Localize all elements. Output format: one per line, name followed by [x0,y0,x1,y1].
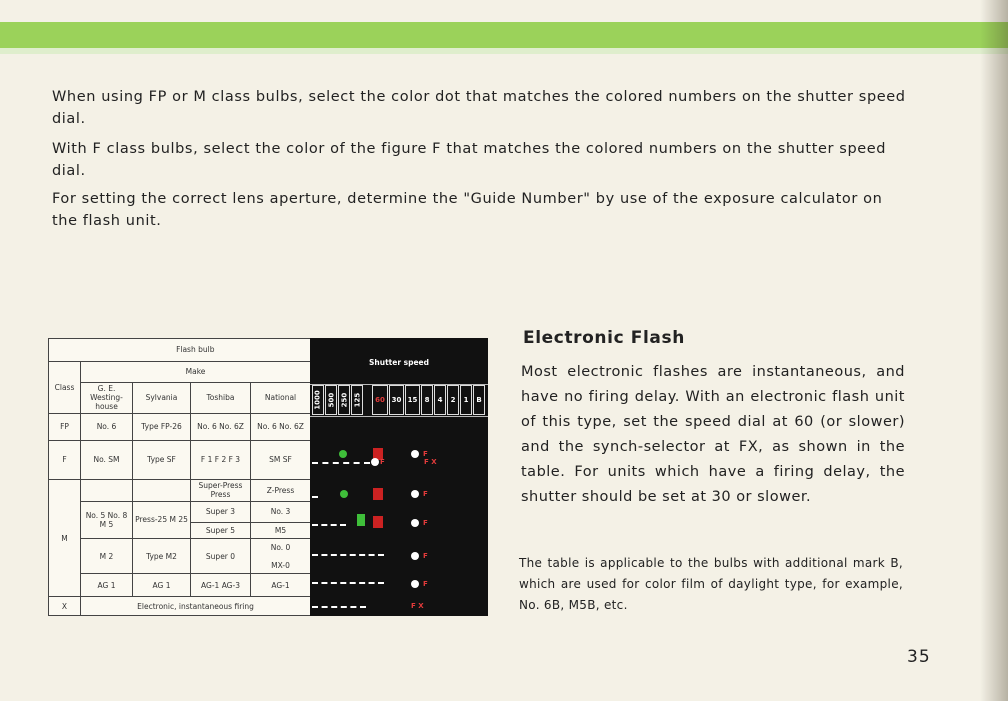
f-mark: F [423,450,428,458]
ge-cell: AG 1 [81,574,133,597]
dash-line [312,462,370,466]
divider [310,416,488,417]
top-color-band [0,22,1008,48]
national-cell: SM SF [251,440,311,479]
ge-cell: No. SM [81,440,133,479]
class-cell: X [49,597,81,616]
shutter-speed-title: Shutter speed [368,358,430,367]
table-row-f [49,440,311,479]
national-cell [251,539,311,574]
toshiba-cell: AG-1 AG-3 [191,574,251,597]
ge-cell: No. 5 No. 8 M 5 [81,501,133,538]
national-cell: AG-1 [251,574,311,597]
sylvania-cell [133,480,191,502]
flash-bulb-table [48,338,488,616]
fx-mark: F X [424,458,437,466]
sylvania-cell: Type FP-26 [133,413,191,440]
dash-line [312,554,384,558]
speed-label: 30 [391,396,402,404]
national-text: No. 0 [270,542,291,552]
speed-1000 [312,385,324,415]
brand-sylvania: Sylvania [133,382,191,413]
shutter-speed-panel [310,338,488,616]
speed-1 [460,385,472,415]
electronic-flash-heading: Electronic Flash [523,328,685,348]
table-row-m2 [49,501,311,522]
green-marker-icon [357,514,365,526]
toshiba-cell: Super-Press Press [191,480,251,502]
brand-national: National [251,382,311,413]
paragraph-fp-m-bulbs: When using FP or M class bulbs, select the color dot that matches the colored numbers on the shutter speed dial. [52,89,906,127]
speed-15 [405,385,420,415]
flash-bulb-header: Flash bulb [81,339,311,362]
speed-8 [421,385,433,415]
f-mark: F [423,552,428,560]
national-text: MX-0 [271,560,290,570]
speed-label: 2 [450,396,456,404]
white-dot-icon [411,490,419,498]
speed-label: 4 [437,396,443,404]
speed-b [473,385,485,415]
speed-label: 60 [375,396,385,404]
national-cell: Z-Press [251,480,311,502]
dash-line [312,606,366,610]
sylvania-cell: Type M2 [133,539,191,574]
class-cell: F [49,440,81,479]
f-mark: F [423,519,428,527]
green-dot-icon [340,490,348,498]
speed-label: B [476,396,482,404]
fx-mark: F X [411,602,424,610]
speed-label: 1 [463,396,469,404]
dash-line [312,496,318,500]
table-row-x [49,597,311,616]
f-mark: F [423,490,428,498]
speed-label: 125 [353,392,361,408]
f-mark: F [380,458,385,466]
paragraph-f-bulbs: With F class bulbs, select the color of the figure F that matches the colored numbers on the shutter speed dial. [52,141,887,179]
speed-125 [351,385,363,415]
green-dot-icon [339,450,347,458]
national-cell: No. 3 [251,501,311,522]
toshiba-cell: Super 0 [191,539,251,574]
page-number: 35 [907,647,931,667]
toshiba-cell: F 1 F 2 F 3 [191,440,251,479]
class-cell: FP [49,413,81,440]
sylvania-cell: Type SF [133,440,191,479]
brand-ge-westinghouse: G. E. Westing-house [81,382,133,413]
speed-2 [447,385,459,415]
table-row-m4 [49,574,311,597]
national-cell: M5 [251,522,311,539]
ge-cell [81,480,133,502]
speed-4 [434,385,446,415]
sylvania-cell: AG 1 [133,574,191,597]
f-mark: F [423,580,428,588]
brand-toshiba: Toshiba [191,382,251,413]
table-row-m3 [49,539,311,574]
speed-label: 250 [340,392,348,408]
ge-cell: M 2 [81,539,133,574]
corner-cell [49,339,81,362]
speed-label: 500 [327,392,335,408]
toshiba-cell: Super 3 [191,501,251,522]
paragraph-guide-number: For setting the correct lens aperture, determine the "Guide Number" by use of the exposure calculator on the flash unit. [52,191,883,229]
sylvania-cell: Press-25 M 25 [133,501,191,538]
white-dot-icon [411,580,419,588]
speed-250 [338,385,350,415]
speed-500 [325,385,337,415]
class-header: Class [49,361,81,413]
electronic-flash-body: Most electronic flashes are instantaneous, and have no firing delay. With an electronic flash unit of this type, set the speed dial at 60 (or slower) and the synch-selector at FX, as shown in the table. For units which have a firing delay, the shutter should be set at 30 or slower. [521,364,905,505]
toshiba-cell: Super 5 [191,522,251,539]
white-dot-icon [411,450,419,458]
table-row-fp [49,413,311,440]
bulb-make-table [48,338,311,616]
class-cell: M [49,480,81,597]
white-dot-icon [411,552,419,560]
toshiba-cell: No. 6 No. 6Z [191,413,251,440]
red-square-icon [373,516,383,528]
table-row-m1 [49,480,311,502]
speed-60 [372,385,388,415]
white-dot-icon [411,519,419,527]
speed-30 [389,385,404,415]
white-dot-icon [371,458,379,466]
top-band-shadow [0,48,1008,54]
electronic-cell: Electronic, instantaneous firing [81,597,311,616]
applicability-note: The table is applicable to the bulbs with additional mark B, which are used for color film of daylight type, for example, No. 6B, M5B, etc. [519,556,903,612]
speed-label: 15 [407,396,418,404]
red-square-icon [373,488,383,500]
dash-line [312,582,384,586]
make-header: Make [81,361,311,382]
ge-cell: No. 6 [81,413,133,440]
speed-label: 1000 [314,390,323,410]
dash-line [312,524,346,528]
page-edge-shadow [980,0,1008,701]
speed-label: 8 [424,396,430,404]
national-cell: No. 6 No. 6Z [251,413,311,440]
